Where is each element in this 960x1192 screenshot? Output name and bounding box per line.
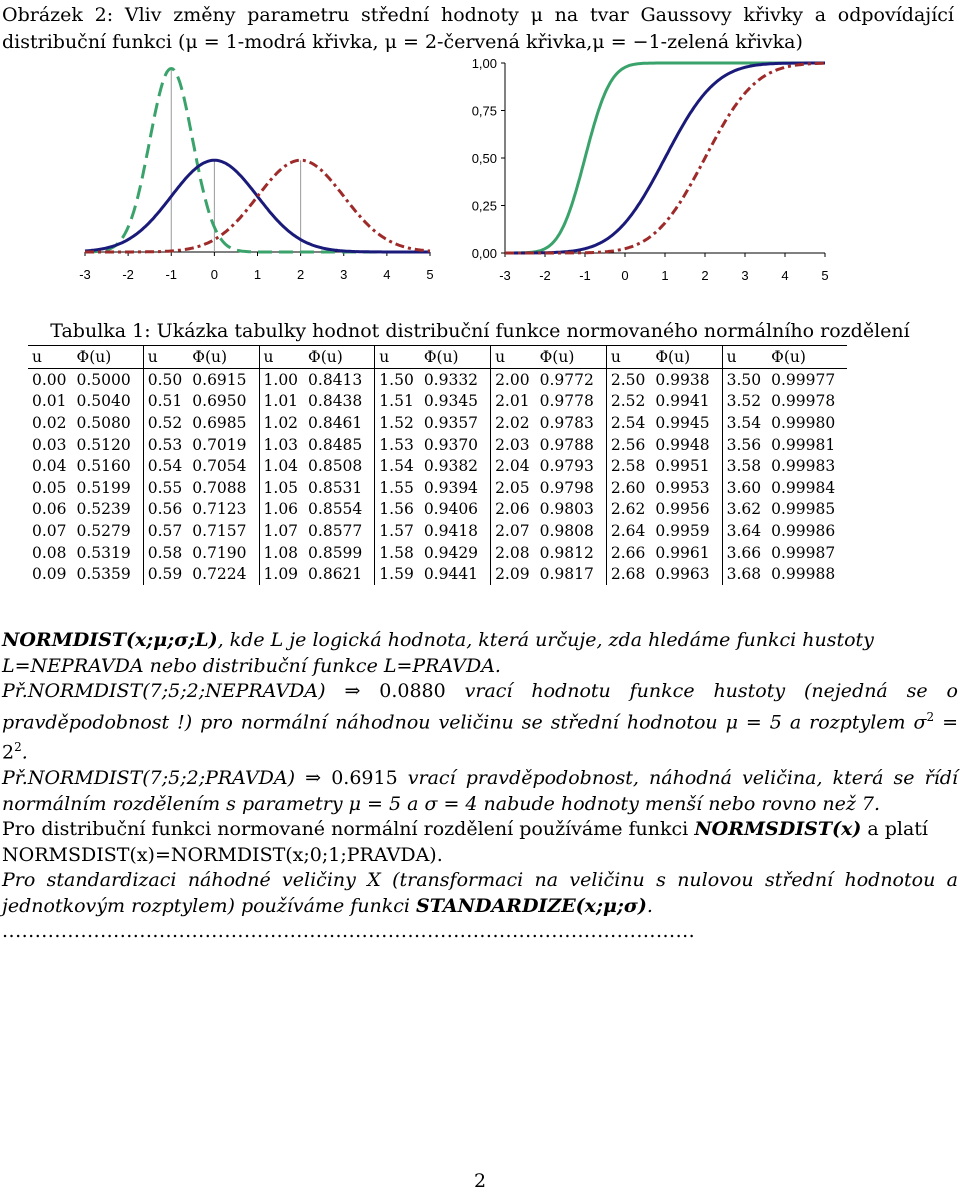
cell-phi: 0.6950 <box>187 391 259 413</box>
figure-caption: Obrázek 2: Vliv změny parametru střední hodnoty μ na tvar Gaussovy křivky a odpovídající distribuční funkci (μ = 1-modrá křivka, μ = 2-červená křivka,μ = −1-zelená křivka) <box>2 4 954 53</box>
standardize-intro: Pro standardizaci náhodné veličiny X (transformaci na veličinu s nulovou střední hodnotou a jednotkovým rozptylem) používáme funkci <box>2 869 958 917</box>
cell-u: 0.06 <box>32 500 67 519</box>
cell-phi: 0.9956 <box>650 499 722 521</box>
cell-phi: 0.9948 <box>650 434 722 456</box>
cell-phi: 0.99986 <box>771 521 836 540</box>
cell-u: 1.59 <box>379 565 414 584</box>
cell-phi: 0.9788 <box>535 434 607 456</box>
cell-phi: 0.5199 <box>72 477 144 499</box>
cell-u: 2.64 <box>610 521 646 540</box>
cell-phi: 0.99978 <box>771 392 836 411</box>
cell-u: 2.02 <box>495 413 530 432</box>
cell-u: 3.52 <box>726 392 762 411</box>
y-tick-label: 0,75 <box>471 103 497 119</box>
arrow-icon: ⇒ <box>344 680 361 702</box>
example-2-formula: Př.NORMDIST(7;5;2;PRAVDA) <box>2 767 296 790</box>
header-phi: Φ(u) <box>187 346 259 369</box>
y-tick-label: 0,25 <box>471 198 497 214</box>
normsdist-intro: Pro distribuční funkci normované normální rozdělení používáme funkci <box>2 818 695 841</box>
cell-u: 1.02 <box>263 413 299 432</box>
arrow-icon: ⇒ <box>305 767 322 790</box>
cell-u: 0.56 <box>147 500 183 519</box>
cell-u: 1.03 <box>263 435 299 454</box>
cell-u: 2.09 <box>495 565 530 584</box>
x-tick-label: -3 <box>79 267 91 282</box>
cell-u: 1.52 <box>379 413 414 432</box>
cell-u: 2.08 <box>495 543 530 562</box>
x-tick-label: -2 <box>539 268 551 283</box>
cell-phi: 0.5120 <box>72 434 144 456</box>
period: . <box>21 741 28 764</box>
cell-u: 1.01 <box>263 392 299 411</box>
y-tick-label: 1,00 <box>471 56 497 71</box>
cell-u: 1.53 <box>379 435 414 454</box>
cell-phi: 0.9394 <box>419 477 491 499</box>
cell-u: 1.56 <box>379 500 414 519</box>
cell-u: 2.07 <box>495 521 530 540</box>
table-row <box>28 477 847 499</box>
cell-phi: 0.9370 <box>419 434 491 456</box>
x-tick-label: -2 <box>122 267 134 282</box>
cell-phi: 0.7157 <box>187 520 259 542</box>
cell-u: 1.58 <box>379 543 414 562</box>
table-caption: Tabulka 1: Ukázka tabulky hodnot distribuční funkce normovaného normálního rozdělení <box>50 320 910 342</box>
x-tick-label: 0 <box>210 267 218 282</box>
cell-phi: 0.99987 <box>771 543 836 562</box>
cell-phi: 0.8461 <box>303 412 375 434</box>
cell-u: 2.60 <box>610 478 646 497</box>
cell-u: 1.05 <box>263 478 299 497</box>
cell-phi: 0.8413 <box>303 369 375 391</box>
cell-phi: 0.5160 <box>72 455 144 477</box>
example-1-formula: Př.NORMDIST(7;5;2;NEPRAVDA) <box>2 680 326 702</box>
cell-u: 2.56 <box>610 435 646 454</box>
cell-u: 2.06 <box>495 500 530 519</box>
cell-u: 3.50 <box>726 370 762 389</box>
exponent: 2 <box>926 709 935 724</box>
cell-phi: 0.99980 <box>771 413 836 432</box>
paragraph-standardize <box>2 868 958 919</box>
x-tick-label: 4 <box>383 267 391 282</box>
header-phi: Φ(u) <box>771 348 806 366</box>
cell-u: 0.03 <box>32 435 67 454</box>
cell-phi: 0.8599 <box>303 542 375 564</box>
cell-u: 2.58 <box>610 457 646 476</box>
x-tick-label: 0 <box>621 268 629 283</box>
cell-phi: 0.99984 <box>771 478 836 497</box>
table-row <box>28 499 847 521</box>
header-u: u <box>147 348 158 366</box>
cell-phi: 0.8508 <box>303 455 375 477</box>
cell-u: 1.07 <box>263 521 299 540</box>
x-tick-label: 2 <box>701 268 709 283</box>
cell-phi: 0.99985 <box>771 500 836 519</box>
example-1-description: vrací hodnotu funkce hustoty (nejedná se o pravděpodobnost !) pro normální náhodnou veličinu se střední hodnotou μ = 5 a rozptylem σ <box>2 680 958 733</box>
cell-phi: 0.9951 <box>650 455 722 477</box>
cell-u: 1.55 <box>379 478 414 497</box>
cell-phi: 0.9803 <box>535 499 607 521</box>
cell-phi: 0.9345 <box>419 391 491 413</box>
x-tick-label: 3 <box>741 268 749 283</box>
cell-u: 2.00 <box>495 370 530 389</box>
cell-phi: 0.5000 <box>72 369 144 391</box>
cell-u: 1.57 <box>379 521 414 540</box>
cell-u: 1.51 <box>379 392 414 411</box>
cell-phi: 0.99981 <box>771 435 836 454</box>
cell-phi: 0.6915 <box>187 369 259 391</box>
cell-phi: 0.7019 <box>187 434 259 456</box>
cell-u: 3.56 <box>726 435 762 454</box>
cell-phi: 0.8485 <box>303 434 375 456</box>
x-tick-label: 4 <box>781 268 789 283</box>
cell-u: 1.50 <box>379 370 414 389</box>
normdist-function: NORMDIST(x;μ;σ;L) <box>2 629 218 651</box>
cell-phi: 0.9429 <box>419 542 491 564</box>
table-row <box>28 412 847 434</box>
header-u: u <box>610 348 621 366</box>
table-row <box>28 434 847 456</box>
cell-phi: 0.9959 <box>650 520 722 542</box>
dotted-separator: .......................................................................................................... <box>2 920 696 943</box>
cell-phi: 0.9772 <box>535 369 607 391</box>
cell-u: 0.54 <box>147 457 183 476</box>
cell-phi: 0.9953 <box>650 477 722 499</box>
header-u: u <box>726 348 737 366</box>
cell-u: 0.05 <box>32 478 67 497</box>
cell-u: 2.68 <box>610 565 646 584</box>
cell-u: 2.50 <box>610 370 646 389</box>
cell-u: 0.01 <box>32 392 67 411</box>
cell-u: 3.68 <box>726 565 762 584</box>
cell-phi: 0.9357 <box>419 412 491 434</box>
cell-phi: 0.9382 <box>419 455 491 477</box>
cell-u: 0.00 <box>32 370 67 389</box>
cell-phi: 0.9798 <box>535 477 607 499</box>
cell-u: 3.66 <box>726 543 762 562</box>
cell-u: 2.04 <box>495 457 530 476</box>
cell-u: 0.51 <box>147 392 183 411</box>
normdist-description: , kde L je logická hodnota, která určuje, zda hledáme funkci hustoty L=NEPRAVDA nebo distribuční funkce L=PRAVDA. <box>2 629 874 677</box>
table-row <box>28 391 847 413</box>
cell-phi: 0.9938 <box>650 369 722 391</box>
cell-phi: 0.9941 <box>650 391 722 413</box>
cell-u: 3.60 <box>726 478 762 497</box>
cell-phi: 0.5239 <box>72 499 144 521</box>
x-tick-label: 5 <box>821 268 829 283</box>
example-1-value: 0.0880 <box>379 680 446 702</box>
table-row <box>28 520 847 542</box>
period: . <box>646 894 653 917</box>
gaussian-cdf-chart <box>440 45 830 290</box>
cell-phi: 0.9783 <box>535 412 607 434</box>
cell-phi: 0.9793 <box>535 455 607 477</box>
cell-phi: 0.9817 <box>535 563 607 585</box>
cell-phi: 0.6985 <box>187 412 259 434</box>
x-tick-label: 5 <box>426 267 434 282</box>
table-row <box>28 369 847 391</box>
header-u: u <box>32 348 42 366</box>
cell-phi: 0.9332 <box>419 369 491 391</box>
cell-u: 1.06 <box>263 500 299 519</box>
normsdist-identity: a platí NORMSDIST(x)=NORMDIST(x;0;1;PRAVDA). <box>2 818 928 866</box>
x-tick-label: -1 <box>165 267 178 282</box>
cell-u: 0.09 <box>32 565 67 584</box>
table-row <box>28 455 847 477</box>
paragraph-example-2 <box>2 766 958 817</box>
cell-u: 0.02 <box>32 413 67 432</box>
cell-phi: 0.9778 <box>535 391 607 413</box>
cell-phi: 0.99977 <box>771 370 836 389</box>
cell-phi: 0.5319 <box>72 542 144 564</box>
cell-phi: 0.7088 <box>187 477 259 499</box>
header-u: u <box>263 348 274 366</box>
cell-phi: 0.5040 <box>72 391 144 413</box>
y-tick-label: 0,00 <box>471 246 497 261</box>
x-tick-label: -3 <box>499 268 511 283</box>
cell-u: 0.59 <box>147 565 183 584</box>
cell-u: 1.00 <box>263 370 299 389</box>
cell-u: 3.62 <box>726 500 762 519</box>
cell-phi: 0.9812 <box>535 542 607 564</box>
cell-u: 3.54 <box>726 413 762 432</box>
x-tick-label: 3 <box>340 267 348 282</box>
cell-phi: 0.9945 <box>650 412 722 434</box>
x-tick-label: -1 <box>579 268 591 283</box>
cell-phi: 0.8621 <box>303 563 375 585</box>
cell-phi: 0.9963 <box>650 563 722 585</box>
cell-phi: 0.7190 <box>187 542 259 564</box>
cell-u: 0.57 <box>147 521 183 540</box>
body-text <box>2 628 958 945</box>
header-phi: Φ(u) <box>650 346 722 369</box>
cell-u: 0.53 <box>147 435 183 454</box>
x-tick-label: 1 <box>661 268 669 283</box>
table-row <box>28 563 847 585</box>
cell-phi: 0.7123 <box>187 499 259 521</box>
cell-phi: 0.9418 <box>419 520 491 542</box>
cell-phi: 0.9808 <box>535 520 607 542</box>
paragraph-example-1 <box>2 679 958 766</box>
paragraph-normdist <box>2 628 958 679</box>
cell-u: 2.52 <box>610 392 646 411</box>
cell-u: 2.62 <box>610 500 646 519</box>
cell-u: 0.08 <box>32 543 67 562</box>
x-tick-label: 2 <box>297 267 305 282</box>
cell-u: 0.52 <box>147 413 183 432</box>
cell-u: 2.54 <box>610 413 646 432</box>
cell-u: 0.04 <box>32 457 67 476</box>
normal-distribution-table <box>28 345 847 585</box>
cell-u: 1.09 <box>263 565 299 584</box>
table-row <box>28 542 847 564</box>
cell-u: 3.58 <box>726 457 762 476</box>
header-phi: Φ(u) <box>72 346 144 369</box>
standardize-function: STANDARDIZE(x;μ;σ) <box>416 894 647 917</box>
page-number: 2 <box>473 1170 487 1192</box>
header-u: u <box>495 348 506 366</box>
cell-phi: 0.99983 <box>771 457 836 476</box>
cell-phi: 0.5279 <box>72 520 144 542</box>
cell-phi: 0.9441 <box>419 563 491 585</box>
cell-u: 0.07 <box>32 521 67 540</box>
cell-u: 0.55 <box>147 478 183 497</box>
cell-phi: 0.7054 <box>187 455 259 477</box>
x-tick-label: 1 <box>253 267 262 282</box>
cell-u: 0.50 <box>147 370 183 389</box>
cell-phi: 0.9406 <box>419 499 491 521</box>
header-phi: Φ(u) <box>535 346 607 369</box>
cell-phi: 0.5080 <box>72 412 144 434</box>
example-2-value: 0.6915 <box>331 767 398 790</box>
cell-phi: 0.8438 <box>303 391 375 413</box>
cell-phi: 0.8554 <box>303 499 375 521</box>
cell-phi: 0.99988 <box>771 565 836 584</box>
cell-u: 2.05 <box>495 478 530 497</box>
normsdist-function: NORMSDIST(x) <box>694 818 862 841</box>
cell-u: 0.58 <box>147 543 183 562</box>
gaussian-density-chart <box>60 60 450 290</box>
example-2-description: vrací pravděpodobnost, náhodná veličina, která se řídí normálním rozdělením s parametry μ = 5 a σ = 4 nabude hodnoty menší nebo rovno než 7. <box>2 767 959 815</box>
example-1-equals: = 2 <box>2 710 958 764</box>
cell-u: 2.01 <box>495 392 530 411</box>
cell-u: 3.64 <box>726 521 762 540</box>
cell-u: 2.66 <box>610 543 646 562</box>
cell-phi: 0.7224 <box>187 563 259 585</box>
table-header-row <box>28 346 847 369</box>
cell-u: 1.04 <box>263 457 299 476</box>
cell-u: 1.54 <box>379 457 414 476</box>
cell-phi: 0.8577 <box>303 520 375 542</box>
cell-u: 2.03 <box>495 435 530 454</box>
cell-phi: 0.5359 <box>72 563 144 585</box>
y-tick-label: 0,50 <box>471 151 497 166</box>
header-phi: Φ(u) <box>419 346 491 369</box>
exponent: 2 <box>14 740 22 755</box>
header-phi: Φ(u) <box>303 346 375 369</box>
cell-phi: 0.8531 <box>303 477 375 499</box>
density-curve <box>85 69 430 253</box>
cell-phi: 0.9961 <box>650 542 722 564</box>
paragraph-normsdist <box>2 817 958 868</box>
header-u: u <box>379 348 390 366</box>
cell-u: 1.08 <box>263 543 299 562</box>
